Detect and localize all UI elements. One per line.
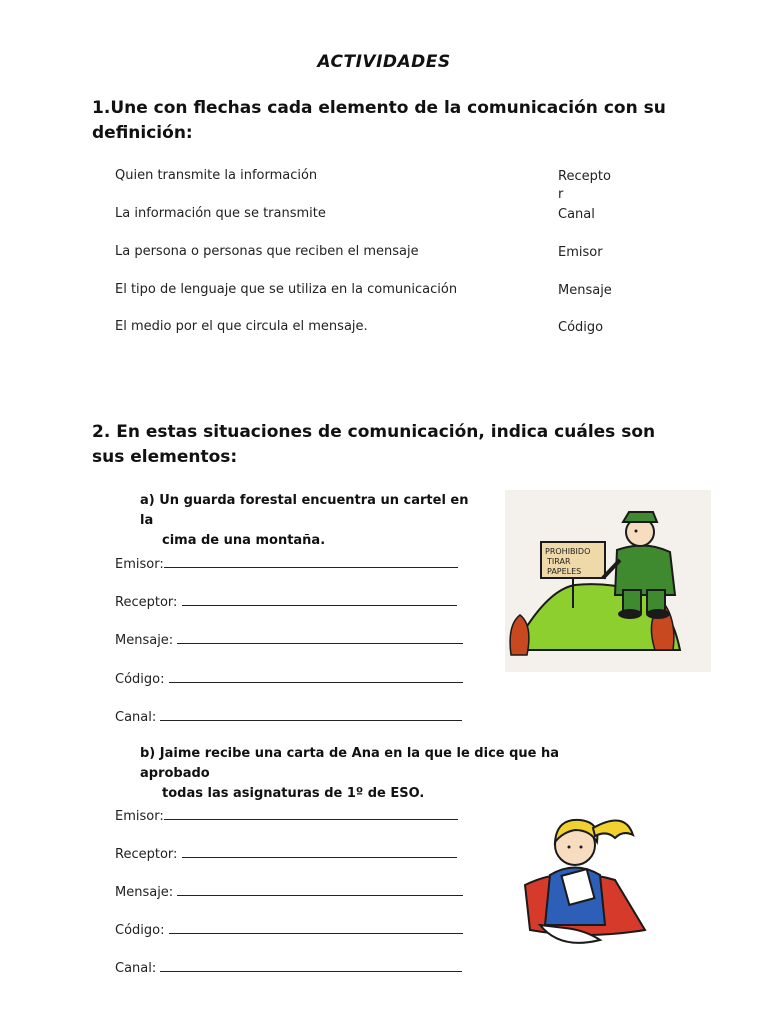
definition-3: La persona o personas que reciben el mensaje: [115, 244, 419, 259]
field-b-receptor-label: Receptor:: [115, 847, 178, 862]
field-b-emisor-label: Emisor:: [115, 809, 164, 824]
sign-line-3: PAPELES: [547, 567, 582, 576]
field-b-receptor[interactable]: [115, 845, 457, 862]
field-a-canal-label: Canal:: [115, 710, 157, 725]
definition-1: Quien transmite la información: [115, 168, 318, 183]
situation-a-line2: cima de una montaña.: [162, 533, 326, 548]
field-a-emisor-line[interactable]: [164, 555, 458, 568]
field-a-codigo-label: Código:: [115, 672, 165, 687]
field-a-codigo[interactable]: [115, 670, 463, 687]
sign-line-2: TIRAR: [547, 557, 571, 566]
definition-2: La información que se transmite: [115, 206, 326, 221]
field-a-canal[interactable]: [115, 708, 462, 725]
situation-a-line1: Un guarda forestal encuentra un cartel en la: [140, 493, 469, 528]
field-a-mensaje-line[interactable]: [177, 631, 463, 644]
field-a-receptor-line[interactable]: [182, 593, 457, 606]
girl-reading-illustration: [505, 790, 660, 960]
section-2-heading-text: En estas situaciones de comunicación, indica cuáles son sus elementos:: [92, 422, 656, 467]
field-a-mensaje[interactable]: [115, 631, 463, 648]
term-3: Emisor: [558, 245, 603, 260]
situation-a-text: [140, 491, 480, 551]
field-b-emisor-line[interactable]: [164, 807, 458, 820]
field-a-receptor[interactable]: [115, 593, 457, 610]
field-a-emisor-label: Emisor:: [115, 557, 164, 572]
term-2: Canal: [558, 207, 595, 222]
field-a-mensaje-label: Mensaje:: [115, 633, 174, 648]
situation-b-marker: b): [140, 746, 156, 761]
field-b-codigo-label: Código:: [115, 923, 165, 938]
field-b-mensaje-line[interactable]: [177, 883, 463, 896]
sign-line-1: PROHIBIDO: [545, 547, 591, 556]
field-a-emisor[interactable]: [115, 555, 458, 572]
page-title: ACTIVIDADES: [317, 52, 451, 72]
section-2-heading: 2. En estas situaciones de comunicación, indica cuáles son sus elementos:: [92, 422, 656, 467]
field-b-codigo[interactable]: [115, 921, 463, 938]
section-1-heading: 1.Une con flechas cada elemento de la comunicación con su definición:: [92, 98, 666, 143]
forest-guard-illustration: [505, 490, 711, 672]
field-b-codigo-line[interactable]: [169, 921, 463, 934]
field-a-receptor-label: Receptor:: [115, 595, 178, 610]
field-b-receptor-line[interactable]: [182, 845, 457, 858]
section-1-number: 1: [92, 98, 104, 118]
field-b-mensaje[interactable]: [115, 883, 463, 900]
situation-b-line1: Jaime recibe una carta de Ana en la que le dice que ha aprobado: [140, 746, 560, 781]
term-4: Mensaje: [558, 283, 612, 298]
definition-5: El medio por el que circula el mensaje.: [115, 319, 368, 334]
field-a-canal-line[interactable]: [160, 708, 462, 721]
situation-b-line2: todas las asignaturas de 1º de ESO.: [162, 786, 425, 801]
field-b-canal[interactable]: [115, 959, 462, 976]
section-1-heading-text: Une con flechas cada elemento de la comunicación con su definición:: [92, 98, 666, 143]
field-a-codigo-line[interactable]: [169, 670, 463, 683]
field-b-canal-label: Canal:: [115, 961, 157, 976]
field-b-emisor[interactable]: [115, 807, 458, 824]
term-1: Receptor: [558, 169, 611, 202]
section-2-number: 2: [92, 422, 104, 442]
situation-a-marker: a): [140, 493, 155, 508]
field-b-canal-line[interactable]: [160, 959, 462, 972]
term-5: Código: [558, 320, 604, 335]
definition-4: El tipo de lenguaje que se utiliza en la comunicación: [115, 282, 458, 297]
field-b-mensaje-label: Mensaje:: [115, 885, 174, 900]
